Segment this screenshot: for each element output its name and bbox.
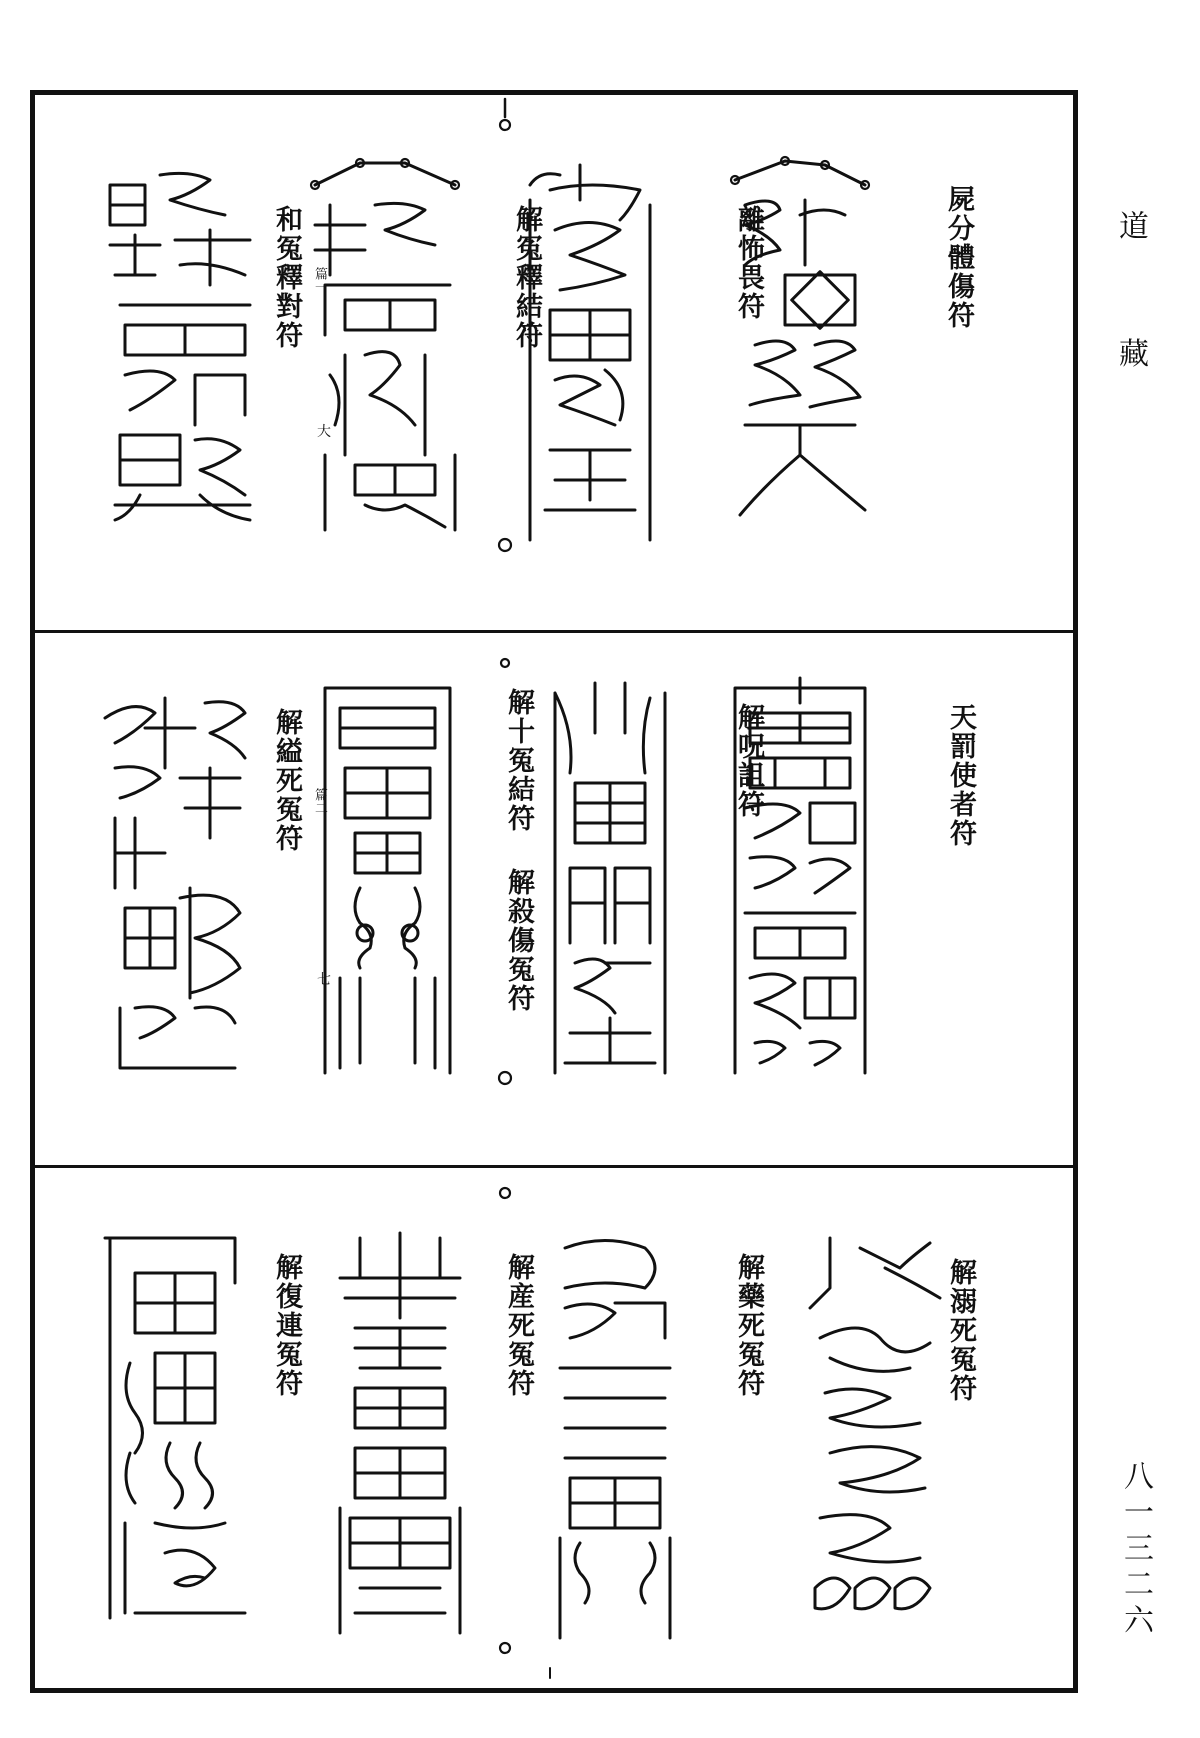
talisman-drawing xyxy=(725,155,875,525)
talisman-label: 和冤釋對符 xyxy=(271,205,302,350)
seal-dot-icon xyxy=(475,633,535,1103)
talisman-label: 解縊死冤符 xyxy=(271,708,302,853)
page-number: 八一三二六 xyxy=(1118,1460,1153,1640)
talisman-drawing xyxy=(95,1223,255,1623)
talisman-drawing xyxy=(100,165,260,525)
talisman-drawing xyxy=(312,678,460,1078)
talisman-label: 解産死冤符 xyxy=(503,1253,534,1398)
talisman-label: 解溺死冤符 xyxy=(945,1258,976,1403)
talisman-drawing xyxy=(725,673,875,1083)
talisman-label: 解藥死冤符 xyxy=(733,1253,764,1398)
talisman-drawing xyxy=(800,1228,950,1638)
talisman-drawing xyxy=(545,673,675,1078)
talisman-drawing xyxy=(520,160,660,545)
talisman-label: 解復連冤符 xyxy=(271,1253,302,1398)
talisman-label: 屍分體傷符 xyxy=(943,185,974,330)
talisman-panel-1 xyxy=(35,95,1073,630)
annotation-mark: 大 xyxy=(317,424,331,440)
page-frame xyxy=(30,90,1078,1693)
annotation-mark: 篇一 xyxy=(312,267,327,293)
annotation-mark: 篇二 xyxy=(312,788,327,814)
talisman-panel-3 xyxy=(35,1165,1073,1688)
talisman-drawing xyxy=(95,688,255,1078)
talisman-label: 解冤釋結符 xyxy=(511,205,542,350)
talisman-drawing xyxy=(545,1228,685,1643)
talisman-panel-2 xyxy=(35,630,1073,1165)
margin-title: 道 藏 xyxy=(1113,210,1148,412)
seal-dot-icon xyxy=(490,525,530,565)
talisman-drawing xyxy=(305,155,470,535)
annotation-mark: 七 xyxy=(317,972,331,988)
talisman-label: 解呪詛符 xyxy=(733,703,764,819)
talisman-label: 解殺傷冤符 xyxy=(503,868,534,1013)
talisman-label: 天罰使者符 xyxy=(945,703,976,848)
talisman-drawing xyxy=(330,1228,470,1638)
talisman-label: 離怖畏符 xyxy=(733,205,764,321)
seal-dot-icon xyxy=(475,1168,555,1688)
talisman-label: 解十冤結符 xyxy=(503,688,534,833)
